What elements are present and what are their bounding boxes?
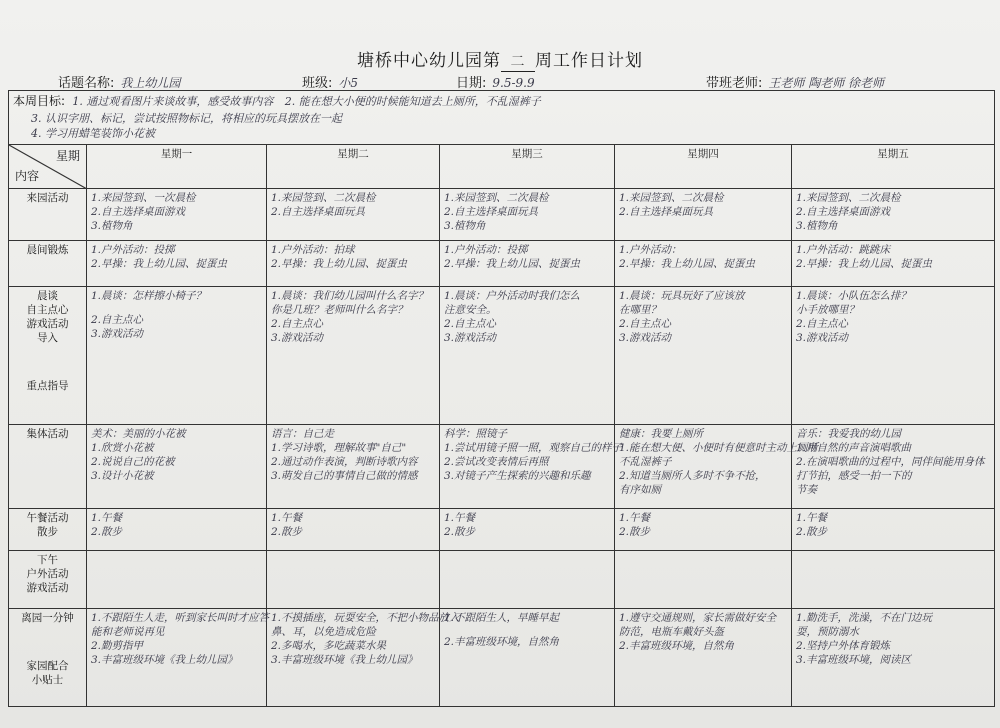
cell-line: 2.自主选择桌面游戏 [91,205,186,218]
cell-line: 3.植物角 [796,219,838,232]
plan-cell [615,240,792,286]
cell-line: 3.游戏活动 [91,327,144,340]
cell-line: 1.勤洗手，洗澡，不在门边玩 [796,611,933,624]
plan-cell [792,508,995,550]
cell-line: 2.多喝水，多吃蔬菜水果 [271,639,387,652]
cell-line: 1.晨谈：玩具玩好了应该放 [619,289,745,302]
plan-cell [615,188,792,240]
cell-line: 音乐：我爱我的幼儿园 [796,427,901,440]
plan-cell [792,608,995,706]
cell-spacer [444,625,610,635]
cell-line: 2.自主点心 [619,317,672,330]
row-label: 家园配合 [26,659,69,672]
cell-line: 1.晨谈：怎样擦小椅子？ [91,289,207,302]
cell-line: 1.晨谈：小队伍怎么排？ [796,289,912,302]
cell-line: 3.萌发自己的事情自己做的情感 [271,470,418,483]
row-label: 自主点心 [26,303,69,316]
plan-cell [267,240,440,286]
cell-line: 2.散步 [271,525,303,538]
cell-line: 打节拍，感受一拍一下的 [796,470,912,483]
cell-line: 2.散步 [619,525,651,538]
cell-line: 2.自主点心 [271,317,324,330]
cell-line: 1.午餐 [91,511,123,524]
plan-cell [87,286,267,424]
goal-item: 4. 学习用蜡笔装饰小花被 [31,126,155,140]
row-label-afternoon [9,550,87,608]
row-label: 来园活动 [9,188,87,240]
cell-line: 1.不跟陌生人走，听到家长叫时才应答 [91,611,270,624]
cell-line: 2.自主点心 [796,317,849,330]
row-label: 晨谈 [37,289,58,302]
day-header: 星期四 [615,144,792,188]
row-group [9,424,995,508]
cell-line: 1.午餐 [271,511,303,524]
cell-line: 2.丰富班级环境，自然角 [444,635,560,648]
cell-line: 1.不摸插座，玩耍安全，不把小物品放入 [271,611,460,624]
goals-row [9,91,995,145]
cell-line: 1.来园签到、二次晨检 [271,191,376,204]
cell-line: 3.丰富班级环境《我上幼儿园》 [271,654,418,667]
date-label: 日期: [456,76,487,91]
row-label: 下午 [37,553,58,566]
plan-cell [615,286,792,424]
row-label: 晨间锻炼 [9,240,87,286]
cell-line: 2.早操：我上幼儿园、捉蛋虫 [796,257,933,270]
cell-line: 注意安全。 [444,303,497,316]
title-prefix: 塘桥中心幼儿园第 [357,51,501,71]
goals-cell [9,91,995,145]
plan-cell [87,188,267,240]
cell-line: 1.户外活动：投掷 [444,243,528,256]
cell-line: 1.用自然的声音演唱歌曲 [796,441,912,454]
cell-line: 3.设计小花被 [91,470,154,483]
cell-line: 2.早操：我上幼儿园、捉蛋虫 [91,257,228,270]
plan-cell [792,286,995,424]
cell-line: 2.丰富班级环境，自然角 [619,639,735,652]
row-label: 游戏活动 [26,581,69,594]
cell-line: 语言：自己走 [271,427,334,440]
row-label: 午餐活动 [26,511,69,524]
cell-line: 鼻、耳，以免造成危险 [271,625,376,638]
cell-line: 2.散步 [796,525,828,538]
plan-cell [267,608,460,706]
cell-line: 能和老师说再见 [91,625,165,638]
cell-line: 节奏 [796,484,817,497]
cell-line: 1.欣赏小花被 [91,441,154,454]
theme-label: 话题名称: [58,76,115,91]
row-label: 导入 [37,332,58,345]
row-label: 小贴士 [31,673,64,686]
day-header: 星期五 [792,144,995,188]
theme-value: 我上幼儿园 [120,76,181,90]
cell-line: 2.尝试改变表情后再照 [444,455,549,468]
class-value: 小5 [338,76,359,90]
cell-line: 1.尝试用镜子照一照，观察自己的样子 [444,441,623,454]
cell-line: 3.植物角 [444,219,486,232]
theme-field [58,72,180,91]
corner-weekday-label: 星期 [55,148,80,163]
cell-line: 美术：美丽的小花被 [91,427,186,440]
cell-line: 有序如厕 [619,484,661,497]
row-arrival [9,188,995,240]
cell-line: 3.对镜子产生探索的兴趣和乐趣 [444,470,591,483]
row-label: 离园一分钟 [21,611,74,624]
plan-cell [440,424,623,508]
goal-item: 3. 认识字朋、标记，尝试按照物标记，将相应的玩具摆放在一起 [31,111,342,125]
cell-line: 3.游戏活动 [271,332,324,345]
plan-cell [267,188,440,240]
cell-line: 1.遵守交通规则，家长需做好安全 [619,611,777,624]
cell-line: 2.说说自己的花被 [91,455,175,468]
cell-line: 健康：我要上厕所 [619,427,703,440]
plan-cell [87,508,267,550]
cell-line: 1.户外活动：拍球 [271,243,355,256]
cell-line: 1.来园签到、一次晨检 [91,191,196,204]
plan-cell [440,508,615,550]
cell-line: 在哪里？ [619,303,661,316]
cell-line: 1.晨谈：户外活动时我们怎么 [444,289,581,302]
goals-label: 本周目标: [13,94,66,108]
teacher-field [706,72,884,91]
cell-line: 科学：照镜子 [444,427,507,440]
cell-line: 2.早操：我上幼儿园、捉蛋虫 [444,257,581,270]
cell-line: 3.游戏活动 [796,332,849,345]
row-label: 重点指导 [26,380,69,393]
cell-line: 1.来园签到、二次晨检 [619,191,724,204]
cell-line: 耍，预防溺水 [796,625,859,638]
cell-line: 1.户外活动： [619,243,682,256]
cell-line: 1.学习诗歌，理解故事"自己" [271,441,407,454]
goal-item: 1. 通过观看图片来谈故事，感受故事内容 [72,95,274,108]
day-header: 星期一 [87,144,267,188]
row-label-morning [9,286,87,424]
row-label-leaving [9,608,87,706]
cell-line: 2.自主选择桌面玩具 [444,205,539,218]
title-suffix: 周工作日计划 [535,51,643,71]
cell-line: 2.早操：我上幼儿园、捉蛋虫 [271,257,408,270]
cell-line: 1.能在想大便、小便时有便意时主动上厕所 [619,441,819,454]
plan-cell [792,424,995,508]
plan-cell [440,188,615,240]
row-morning [9,286,995,424]
cell-line: 防范，电瓶车戴好头盔 [619,625,724,638]
plan-table [8,90,995,707]
plan-cell [267,424,440,508]
cell-line: 1.晨谈：我们幼儿园叫什么名字？ [271,289,429,302]
goal-item: 2. 能在想大小便的时候能知道去上厕所，不乱湿裤子 [284,95,541,108]
plan-cell [267,286,440,424]
header-corner [9,144,87,188]
cell-line: 3.植物角 [91,219,133,232]
cell-line: 不乱湿裤子 [619,455,672,468]
row-label: 户外活动 [26,567,69,580]
plan-cell [87,240,267,286]
plan-cell-empty [615,550,792,608]
page-title [0,46,1000,72]
class-label: 班级: [302,76,333,91]
plan-cell-empty [440,550,615,608]
cell-line: 3.丰富班级环境《我上幼儿园》 [91,654,238,667]
row-lunch [9,508,995,550]
plan-cell-empty [267,550,440,608]
cell-line: 2.散步 [91,525,123,538]
plan-cell [792,188,995,240]
cell-line: 3.游戏活动 [619,332,672,345]
cell-line: 2.自主点心 [91,313,144,326]
cell-line: 1.来园签到、二次晨检 [796,191,901,204]
plan-cell [87,424,267,508]
plan-cell [440,608,615,706]
cell-spacer [91,303,262,313]
plan-cell [615,608,792,706]
cell-line: 2.自主选择桌面玩具 [619,205,714,218]
row-label: 集体活动 [9,424,87,508]
row-afternoon [9,550,995,608]
cell-line: 2.自主选择桌面游戏 [796,205,891,218]
cell-line: 2.知道当厕所人多时不争不抢， [619,470,766,483]
cell-line: 1.不跟陌生人，早睡早起 [444,611,560,624]
cell-line: 你是几班？老师叫什么名字？ [271,303,408,316]
cell-line: 1.户外活动：投掷 [91,243,175,256]
row-label-lunch [9,508,87,550]
week-number: 二 [501,51,535,72]
plan-cell [792,240,995,286]
plan-cell [440,240,615,286]
cell-line: 1.来园签到、二次晨检 [444,191,549,204]
plan-cell [440,286,615,424]
plan-cell [615,508,792,550]
cell-line: 1.午餐 [796,511,828,524]
class-field [302,72,358,91]
date-value: 9.5-9.9 [492,76,535,90]
cell-line: 3.游戏活动 [444,332,497,345]
cell-line: 1.午餐 [619,511,651,524]
cell-line: 2.自主点心 [444,317,497,330]
cell-line: 2.坚持户外体育锻炼 [796,639,891,652]
cell-line: 2.勤剪指甲 [91,639,144,652]
date-field [456,72,535,91]
teacher-label: 带班老师: [706,76,763,91]
plan-cell-empty [87,550,267,608]
day-header: 星期三 [440,144,615,188]
day-header: 星期二 [267,144,440,188]
row-label: 散步 [37,525,58,538]
row-exercise [9,240,995,286]
plan-cell [267,508,440,550]
cell-line: 1.户外活动：跳跳床 [796,243,891,256]
row-leaving [9,608,995,706]
cell-line: 1.午餐 [444,511,476,524]
plan-cell-empty [792,550,995,608]
teacher-value: 王老师 陶老师 徐老师 [768,76,885,90]
header-row [9,144,995,188]
cell-line: 2.通过动作表演，判断诗歌内容 [271,455,418,468]
cell-line: 2.在演唱歌曲的过程中，同伴间能用身体 [796,455,985,468]
corner-content-label: 内容 [15,169,40,184]
cell-line: 3.丰富班级环境，阅读区 [796,654,912,667]
cell-line: 2.散步 [444,525,476,538]
cell-line: 小手放哪里？ [796,303,859,316]
cell-line: 2.自主选择桌面玩具 [271,205,366,218]
row-label: 游戏活动 [26,317,69,330]
cell-line: 2.早操：我上幼儿园、捉蛋虫 [619,257,756,270]
plan-cell [87,608,270,706]
